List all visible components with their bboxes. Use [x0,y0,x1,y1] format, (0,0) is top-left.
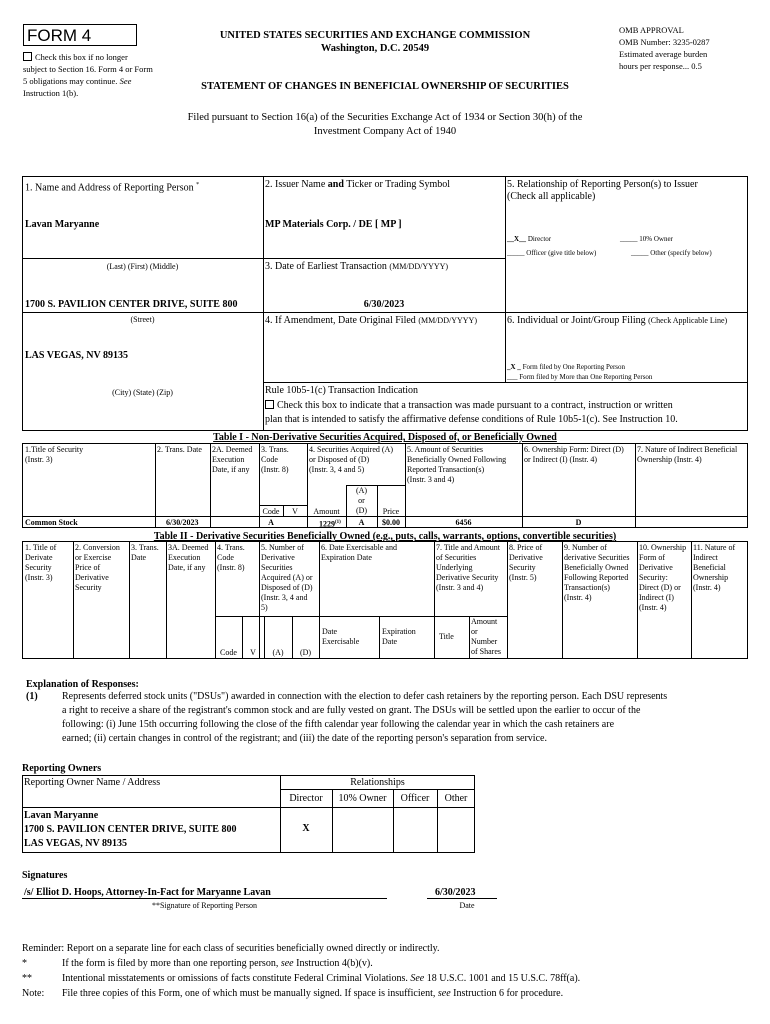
text-line: 11. Nature of [693,543,736,552]
signature-label: **Signature of Reporting Person [151,901,258,910]
text-line: Date [131,553,147,562]
text-line: a right to receive a share of the registrant's common stock and are fully vested on grant. The DSUs will be settled upon the earlier to occur of the [62,705,641,716]
t1-h1: 1.Title of Security (Instr. 3) [25,445,84,464]
text-line: 2. Conversion [75,543,120,552]
earliest-transaction-label: 3. Date of Earliest Transaction (MM/DD/YYYY) [265,261,449,272]
earliest-transaction-date: 6/30/2023 [363,299,405,310]
text-line: Date [322,627,338,636]
text-line: Represents deferred stock units ("DSUs") awarded in connection with the election to defer cash retainers by the reporting person. Each DSU represents [62,691,668,702]
t2-h4 [217,543,245,573]
text-line: Security: [639,573,668,582]
text-line: or [471,627,478,636]
t2-h5 [261,543,313,613]
t1-row-amount: 1229$^{(1)}$ [319,519,341,529]
t2-h11 [693,543,735,593]
t1-row-date: 6/30/2023 [166,518,199,527]
text-line: 6. Date Exercisable and [321,543,397,552]
rule-10b5-text: Check this box to indicate that a transaction was made pursuant to a contract, instruction or written plan that is intended to satisfy the affirmative defense conditions of Rule 10b5-1(c). See Instruction 10. [265,400,678,425]
text-line: Derivative [261,553,295,562]
relationship-label: 5. Relationship of Reporting Person(s) to Issuer (Check all applicable) [507,179,698,202]
amendment-label: 4. If Amendment, Date Original Filed (MM/DD/YYYY) [265,315,477,326]
rule-10b5-checkbox[interactable] [265,400,274,409]
text-line: (Instr. 4) [639,603,667,612]
owners-col-director: Director [289,793,323,804]
t1-sub-v: V [292,507,298,516]
t1-h2a: 2A. Deemed Execution Date, if any [212,445,253,474]
footer-notes: Reminder: Report on a separate line for each class of securities beneficially owned directly or indirectly. * If the form is filed by more than one reporting person, see Instruction 4(b)(v). ** Intentional misstatements or omissions of facts constitute Federal Criminal Violations. See 18 U.S.C. 1001 and 15 U.S.C. 78ff(a). Note: File three copies of this Form, one of which must be manually signed. If space is insufficient, see Instruction 6 for procedure. [22,943,581,999]
agency-name: UNITED STATES SECURITIES AND EXCHANGE COMMISSION [219,30,531,41]
explanation-heading: Explanation of Responses: [26,679,139,690]
text-line: 3A. Deemed [168,543,209,552]
owners-col-other: Other [444,793,468,804]
t2-h6 [321,543,397,563]
owners-col-ten-pct: 10% Owner [338,793,387,804]
text-line: Date [382,637,398,646]
owners-col-officer: Officer [400,793,430,804]
t1-row-code: A [268,518,274,527]
text-line: or Exercise [75,553,112,562]
text-line: 8. Price of [509,543,543,552]
text-line: 9. Number of [564,543,607,552]
text-line: Security [25,563,52,572]
t2-h2 [75,543,120,593]
statement-title: STATEMENT OF CHANGES IN BENEFICIAL OWNERSHIP OF SECURITIES [201,81,569,92]
text-line: (Instr. 4) [564,593,592,602]
text-line: Disposed of (D) [261,583,313,592]
text-line: 10. Ownership [639,543,687,552]
text-line: Ownership [693,573,729,582]
text-line: Date, if any [168,563,206,572]
no-longer-subject-note: Check this box if no longer subject to Section 16. Form 4 or Form 5 obligations may continue. See Instruction 1(b). [23,52,153,98]
text-line: Underlying [436,563,473,572]
t2-sub-amount [471,617,501,657]
owners-col-relationships: Relationships [350,777,405,788]
rule-10b5-title: Rule 10b5-1(c) Transaction Indication [265,385,419,396]
text-line: 5) [261,603,268,612]
t1-h6: 6. Ownership Form: Direct (D) or Indirect (I) (Instr. 4) [524,445,624,464]
text-line: Form of [639,553,665,562]
t1-sub-price: Price [382,507,400,516]
t2-h3a [168,543,208,573]
t1-sub-aord: (A) or (D) [355,486,368,515]
text-line: Direct (D) or [639,583,681,592]
date-label: Date [459,901,475,910]
text-line: Securities [261,563,293,572]
text-line: Code [217,553,234,562]
text-line: Following Reported [564,573,629,582]
signatures-heading: Signatures [22,870,68,881]
explanation-text [62,690,752,746]
text-line: derivative Securities [564,553,630,562]
t2-sub-expiration [382,627,416,647]
owners-col-name: Reporting Owner Name / Address [24,777,161,788]
city-label: (City) (State) (Zip) [112,388,173,397]
last-first-middle-label: (Last) (First) (Middle) [106,262,179,271]
text-line: Amount [471,617,498,626]
t2-sub-a: (A) [272,648,284,657]
t1-row-aord: A [358,518,365,527]
signature-name: /s/ Elliot D. Hoops, Attorney-In-Fact for Maryanne Lavan [24,887,271,898]
form-title-box [23,24,137,46]
text-line: 1. Title of [25,543,57,552]
relationship-director: __X__ Director [507,235,552,243]
t1-row-price: $0.00 [382,518,400,527]
filing-type-label: 6. Individual or Joint/Group Filing (Check Applicable Line) [507,315,728,326]
t2-sub-date-exercisable [322,627,359,647]
table2-title: Table II - Derivative Securities Beneficially Owned (e.g., puts, calls, warrants, options, convertible securities) [153,531,617,542]
form-title: FORM 4 [27,26,92,45]
text-line: Derivative [509,553,543,562]
text-line: Derivate [25,553,53,562]
text-line: Number [471,637,498,646]
reporting-name: Lavan Maryanne [25,219,100,230]
t1-row-security: Common Stock [25,518,78,527]
t1-h7: 7. Nature of Indirect Beneficial Ownership (Instr. 4) [637,445,738,464]
text-line: Expiration Date [321,553,372,562]
t1-sub-amount: Amount [313,507,340,516]
owners-heading: Reporting Owners [22,763,102,774]
filing-multiple-persons: ___ Form filed by More than One Reporting Person [507,373,653,381]
t1-row-form: D [575,518,582,527]
no-longer-subject-checkbox[interactable] [23,52,32,61]
t2-sub-code: Code [220,648,237,657]
text-line: 3. Trans. [131,543,159,552]
text-line: (Instr. 5) [509,573,537,582]
text-line: (Instr. 4) [693,583,721,592]
issuer-name: MP Materials Corp. / DE [ MP ] [265,219,402,230]
filing-one-person: _X _ Form filed by One Reporting Person [507,363,626,371]
text-line: (Instr. 3 and 4) [436,583,484,592]
text-line: Security [509,563,536,572]
signature-date: 6/30/2023 [435,887,476,898]
relationship-ten-pct: _____ 10% Owner [620,235,673,243]
t2-h3 [131,543,159,563]
t2-sub-d: (D) [299,648,312,657]
text-line: following: (i) June 15th occurring following the close of the fifth calendar year following the calendar year in which the cash retainers are [62,719,615,730]
t1-row-owned: 6456 [455,518,472,527]
filed-pursuant: Filed pursuant to Section 16(a) of the Securities Exchange Act of 1934 or Section 30(h) of the Investment Company Act of 1940 [187,112,583,137]
text-line: Derivative Security [436,573,499,582]
text-line: Expiration [382,627,416,636]
text-line: (Instr. 3) [25,573,53,582]
omb-approval: OMB APPROVAL OMB Number: 3235-0287 Estimated average burden hours per response... 0.5 [619,25,710,71]
text-line: Transaction(s) [564,583,610,592]
text-line: 7. Title and Amount [436,543,501,552]
reporting-street: 1700 S. PAVILION CENTER DRIVE, SUITE 800 [25,299,238,310]
text-line: Beneficially Owned [564,563,629,572]
text-line: Acquired (A) or [261,573,313,582]
t1-h3: 3. Trans. Code (Instr. 8) [261,445,289,474]
t2-h9 [564,543,630,603]
text-line: Indirect [693,553,718,562]
relationship-officer: _____ Officer (give title below) [507,249,597,257]
t1-sub-code: Code [262,507,280,516]
street-label: (Street) [130,315,155,324]
text-line: Derivative [75,573,109,582]
text-line: of Shares [471,647,501,656]
text-line: 5. Number of [261,543,304,552]
text-line: Execution [168,553,201,562]
text-line: Exercisable [322,637,360,646]
owners-row-director: X [302,823,310,834]
t1-h5: 5. Amount of Securities Beneficially Owned Following Reported Transaction(s) (Instr. 3 and 4) [407,445,507,484]
t2-h8 [509,543,543,583]
agency-address: Washington, D.C. 20549 [320,43,430,54]
text-line: Security [75,583,102,592]
text-line: of Securities [436,553,477,562]
table1-title: Table I - Non-Derivative Securities Acquired, Disposed of, or Beneficially Owned [213,432,557,443]
t2-h1 [25,543,56,583]
text-line: 4. Trans. [217,543,245,552]
t2-sub-v: V [250,648,256,657]
reporting-name-label: 1. Name and Address of Reporting Person * [25,182,200,194]
t2-sub-title: Title [439,632,454,641]
t2-h7 [436,543,500,593]
t2-h10 [639,543,686,613]
t1-h2: 2. Trans. Date [157,445,202,454]
text-line: Derivative [639,563,673,572]
explanation-num: (1) [26,691,38,702]
reporting-city: LAS VEGAS, NV 89135 [25,350,128,361]
text-line: (Instr. 8) [217,563,245,572]
text-line: (Instr. 3, 4 and [261,593,308,602]
t1-h4: 4. Securities Acquired (A) or Disposed of (D) (Instr. 3, 4 and 5) [309,445,393,474]
owners-row-name: Lavan Maryanne 1700 S. PAVILION CENTER DRIVE, SUITE 800 LAS VEGAS, NV 89135 [24,810,237,849]
text-line: Price of [75,563,101,572]
text-line: earned; (ii) certain changes in control of the registrant; and (iii) the date of the reporting person's separation from service. [62,733,547,744]
text-line: Beneficial [693,563,726,572]
issuer-label: 2. Issuer Name and Ticker or Trading Symbol [265,179,451,190]
relationship-other: _____ Other (specify below) [631,249,712,257]
text-line: Indirect (I) [639,593,674,602]
